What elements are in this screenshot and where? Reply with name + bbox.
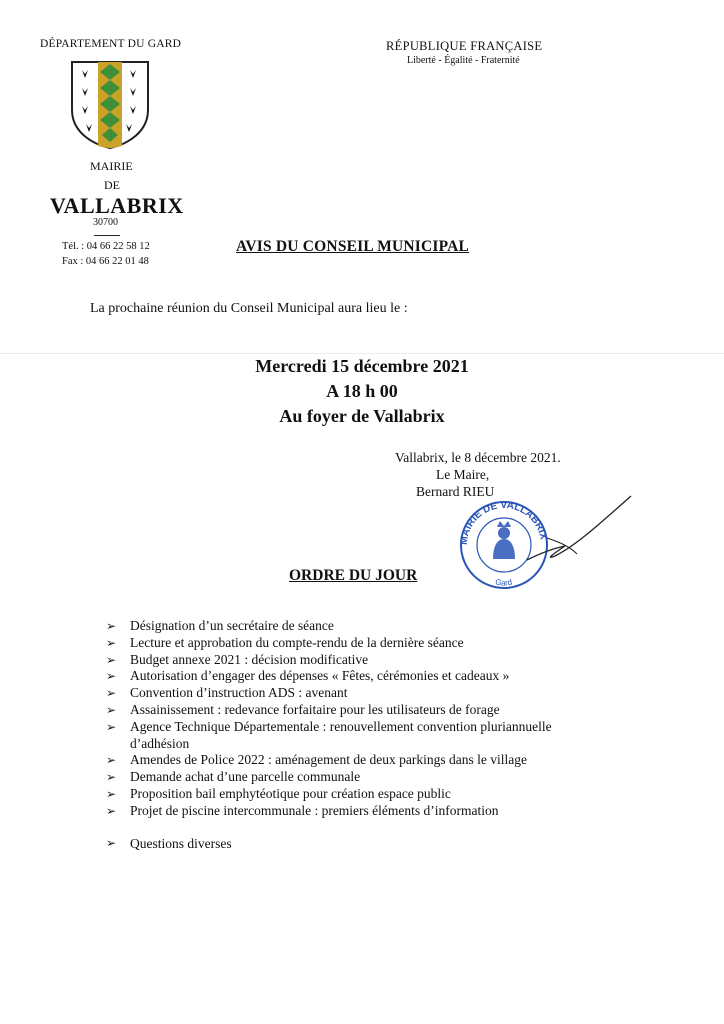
arrow-bullet-icon: ➢ [106,719,117,734]
agenda-item [106,685,576,702]
mayor-name: Bernard RIEU [416,484,495,499]
arrow-bullet-icon: ➢ [106,619,117,633]
phone-number: Tél. : 04 66 22 58 12 [62,241,150,252]
meeting-date: Mercredi 15 décembre 2021 [255,356,469,376]
meeting-time: A 18 h 00 [326,381,398,401]
arrow-bullet-icon: ➢ [106,753,117,768]
agenda-item-text: Autorisation d’engager des dépenses « Fêtes, cérémonies et cadeaux » [130,668,510,684]
arrow-bullet-icon: ➢ [106,686,117,701]
de-label: DE [104,178,120,192]
arrow-bullet-icon: ➢ [106,803,117,818]
arrow-bullet-icon: ➢ [106,652,117,667]
agenda-item [106,769,576,786]
arrow-bullet-icon: ➢ [106,702,117,717]
place-date-line: Vallabrix, le 8 décembre 2021. [395,450,561,465]
agenda-item [106,702,576,719]
agenda-item-text: Convention d’instruction ADS : avenant [130,685,348,701]
agenda-item-text: Assainissement : redevance forfaitaire pour les utilisateurs de forage [130,701,500,717]
agenda-item [106,618,576,635]
svg-text:Gard [494,577,512,587]
agenda-item-text: Désignation d’un secrétaire de séance [130,618,334,633]
agenda-item [106,719,576,753]
agenda-item-text: Demande achat d’une parcelle communale [130,769,361,785]
arrow-bullet-icon: ➢ [106,669,117,684]
agenda-item-text: Lecture et approbation du compte-rendu de la dernière séance [130,634,464,650]
handwritten-signature [525,490,635,570]
agenda-item-text: Amendes de Police 2022 : aménagement de deux parkings dans le village [130,752,528,768]
questions-diverses-text: Questions diverses [130,836,232,851]
department-label: DÉPARTEMENT DU GARD [40,38,182,50]
postal-code: 30700 [93,217,118,228]
arrow-bullet-icon: ➢ [106,770,117,785]
meeting-place: Au foyer de Vallabrix [279,406,445,426]
arrow-bullet-icon: ➢ [106,635,117,650]
agenda-item [106,786,576,803]
mairie-label: MAIRIE [90,159,133,173]
arrow-bullet-icon: ➢ [106,786,117,801]
stamp-subtext: Gard [494,577,513,588]
arrow-bullet-icon: ➢ [106,836,117,850]
intro-text: La prochaine réunion du Conseil Municipal aura lieu le : [90,301,408,316]
fax-number: Fax : 04 66 22 01 48 [62,256,149,267]
stamp-text: MAIRIE DE VALLABRIX [458,499,549,546]
agenda-item [106,752,576,769]
divider [94,235,120,236]
scan-line [0,353,724,354]
agenda-list [106,618,576,820]
agenda-item-text: Budget annexe 2021 : décision modificative [130,651,369,667]
agenda-item-text: Proposition bail emphytéotique pour création espace public [130,785,451,801]
agenda-item [106,803,576,820]
agenda-item [106,635,576,652]
coat-of-arms-logo [68,58,152,150]
agenda-item [106,652,576,669]
republic-motto: Liberté - Égalité - Fraternité [407,55,520,66]
agenda-item-text: Projet de piscine intercommunale : premiers éléments d’information [130,802,499,818]
agenda-title: ORDRE DU JOUR [289,567,418,584]
agenda-item [106,668,576,685]
questions-diverses-item [106,836,232,852]
agenda-item-text: Agence Technique Départementale : renouvellement convention pluriannuelle d’adhésion [130,718,552,751]
mayor-role: Le Maire, [436,467,490,482]
town-name: VALLABRIX [50,193,184,218]
page-title: AVIS DU CONSEIL MUNICIPAL [236,238,470,255]
republic-label: RÉPUBLIQUE FRANÇAISE [386,39,543,53]
